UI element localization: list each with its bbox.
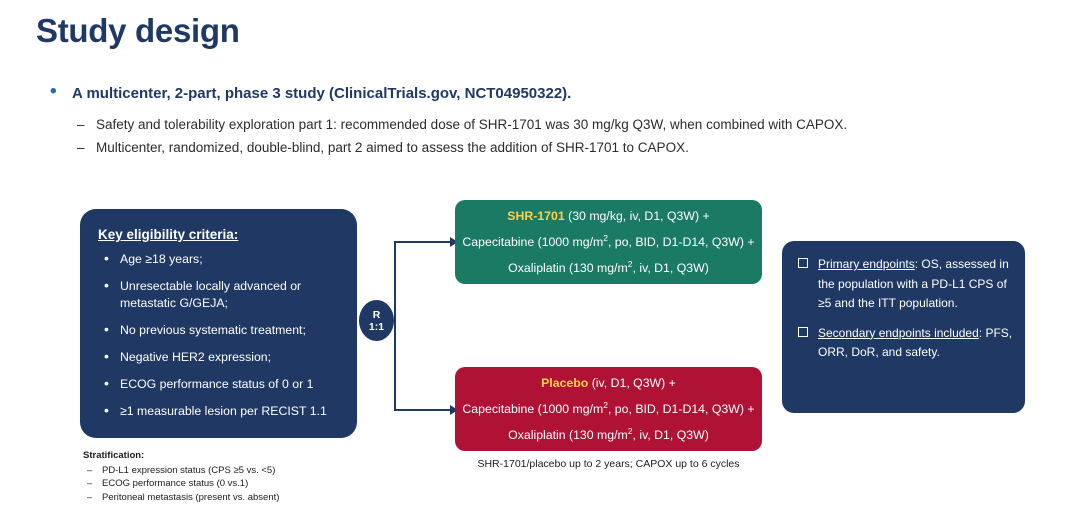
eligibility-heading: Key eligibility criteria: [98, 227, 239, 242]
control-arm-box [455, 367, 762, 451]
superscript: 2 [603, 232, 608, 243]
eligibility-items [98, 251, 343, 420]
bullet-main: • A multicenter, 2-part, phase 3 study (ClinicalTrials.gov, NCT04950322). [44, 84, 1044, 104]
connector-to-treatment-arm [394, 241, 453, 243]
list-item: • No previous systematic treatment; [98, 322, 343, 339]
superscript: 2 [627, 426, 633, 436]
list-item: • Negative HER2 expression; [98, 349, 343, 366]
stratification-item: – PD-L1 expression status (CPS ≥5 vs. <5) [83, 464, 413, 478]
secondary-endpoint-text: : PFS, ORR, DoR, and safety. [818, 325, 1013, 359]
secondary-endpoint [796, 324, 1013, 363]
checkbox-square-icon [798, 258, 808, 268]
stratification-item: – ECOG performance status (0 vs.1) [83, 477, 413, 491]
control-arm-line2-post: , po, BID, D1-D14, Q3W) + [607, 402, 755, 416]
treatment-arm-drug-detail: (30 mg/kg, iv, D1, Q3W) + [568, 208, 710, 223]
checkbox-square-icon [798, 327, 808, 337]
bullet-list [44, 84, 1044, 159]
primary-endpoint [796, 255, 1013, 314]
control-arm-drug-detail: (iv, D1, Q3W) + [591, 375, 676, 390]
treatment-arm-text [462, 205, 754, 279]
control-arm-line3-pre: Oxaliplatin (130 mg/m [508, 428, 628, 443]
superscript: 2 [603, 399, 608, 410]
list-item: • ECOG performance status of 0 or 1 [98, 376, 343, 393]
primary-endpoint-text: : OS, assessed in the population with a PD-L1 CPS of ≥5 and the ITT population. [818, 257, 1009, 310]
eligibility-card [80, 209, 357, 438]
list-item: • ≥1 measurable lesion per RECIST 1.1 [98, 403, 343, 420]
treatment-arm-line3-post: , iv, D1, Q3W) [632, 261, 709, 276]
treatment-arm-box [455, 200, 762, 284]
list-item: • Age ≥18 years; [98, 251, 343, 268]
stratification-item: – Peritoneal metastasis (present vs. absent) [83, 491, 413, 505]
treatment-arm-line2-post: , po, BID, D1-D14, Q3W) + [607, 235, 755, 249]
connector-vertical [394, 242, 396, 410]
sub-bullets [44, 113, 1044, 159]
page-title: Study design [36, 12, 240, 49]
control-arm-line2-pre: Capecitabine (1000 mg/m [462, 402, 604, 416]
treatment-arm-line3-pre: Oxaliplatin (130 mg/m [508, 261, 628, 276]
treatment-arm-drug: SHR-1701 [507, 208, 565, 223]
connector-to-control-arm [394, 409, 453, 411]
randomization-node [359, 300, 394, 341]
control-arm-text [462, 372, 754, 446]
control-arm-line3-post: , iv, D1, Q3W) [632, 428, 709, 443]
list-item: • Unresectable locally advanced or metastatic G/GEJA; [98, 278, 343, 312]
bullet-sub-2: – Multicenter, randomized, double-blind, part 2 aimed to assess the addition of SHR-1701 to CAPOX. [44, 136, 1044, 159]
endpoints-card [782, 241, 1025, 413]
secondary-endpoint-label: Secondary endpoints included [818, 325, 979, 340]
stratification-heading: Stratification: [83, 450, 145, 461]
randomization-ratio: 1:1 [368, 320, 385, 333]
stratification-note [83, 449, 413, 504]
control-arm-drug: Placebo [541, 375, 589, 390]
superscript: 2 [627, 259, 633, 269]
treatment-arm-line2-pre: Capecitabine (1000 mg/m [462, 235, 604, 249]
duration-note: SHR-1701/placebo up to 2 years; CAPOX up to 6 cycles [477, 458, 740, 470]
randomization-label: R [372, 308, 381, 321]
bullet-sub-1: – Safety and tolerability exploration part 1: recommended dose of SHR-1701 was 30 mg/kg Q3W, when combined with CAPOX. [44, 113, 1044, 136]
primary-endpoint-label: Primary endpoints [818, 257, 915, 271]
